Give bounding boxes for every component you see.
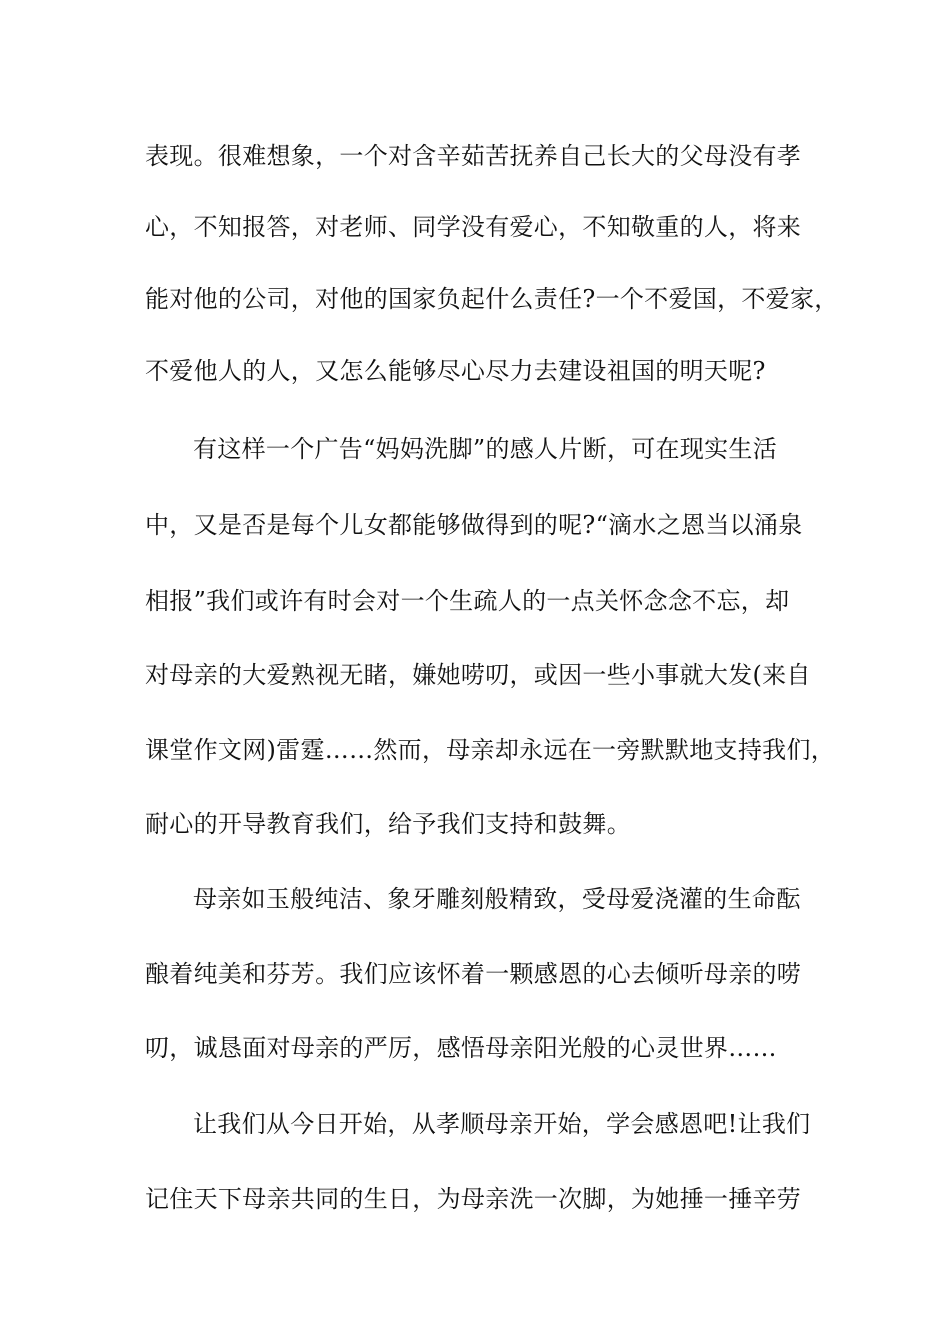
text-line: 酿着纯美和芬芳。我们应该怀着一颗感恩的心去倾听母亲的唠 — [145, 960, 802, 988]
text-line: 记住天下母亲共同的生日，为母亲洗一次脚，为她捶一捶辛劳 — [145, 1185, 802, 1213]
text-line: 耐心的开导教育我们，给予我们支持和鼓舞。 — [145, 810, 631, 838]
paragraph-first-line: 有这样一个广告“妈妈洗脚”的感人片断，可在现实生活 — [193, 435, 778, 463]
text-line: 不爱他人的人，又怎么能够尽心尽力去建设祖国的明天呢? — [145, 357, 766, 385]
paragraph-first-line: 母亲如玉般纯洁、象牙雕刻般精致，受母爱浇灌的生命酝 — [193, 885, 801, 913]
text-line: 表现。很难想象，一个对含辛茹苦抚养自己长大的父母没有孝 — [145, 142, 802, 170]
text-line: 心，不知报答，对老师、同学没有爱心，不知敬重的人，将来 — [145, 213, 802, 241]
text-line: 课堂作文网)雷霆……然而，母亲却永远在一旁默默地支持我们， — [145, 736, 836, 764]
text-line: 能对他的公司，对他的国家负起什么责任?一个不爱国，不爱家， — [145, 285, 839, 313]
text-line: 对母亲的大爱熟视无睹，嫌她唠叨，或因一些小事就大发(来自 — [145, 661, 811, 689]
paragraph-first-line: 让我们从今日开始，从孝顺母亲开始，学会感恩吧!让我们 — [193, 1110, 811, 1138]
text-line: 叨，诚恳面对母亲的严厉，感悟母亲阳光般的心灵世界…… — [145, 1034, 777, 1062]
text-line: 相报”我们或许有时会对一个生疏人的一点关怀念念不忘，却 — [145, 587, 790, 615]
text-line: 中，又是否是每个儿女都能够做得到的呢?“滴水之恩当以涌泉 — [145, 511, 803, 539]
